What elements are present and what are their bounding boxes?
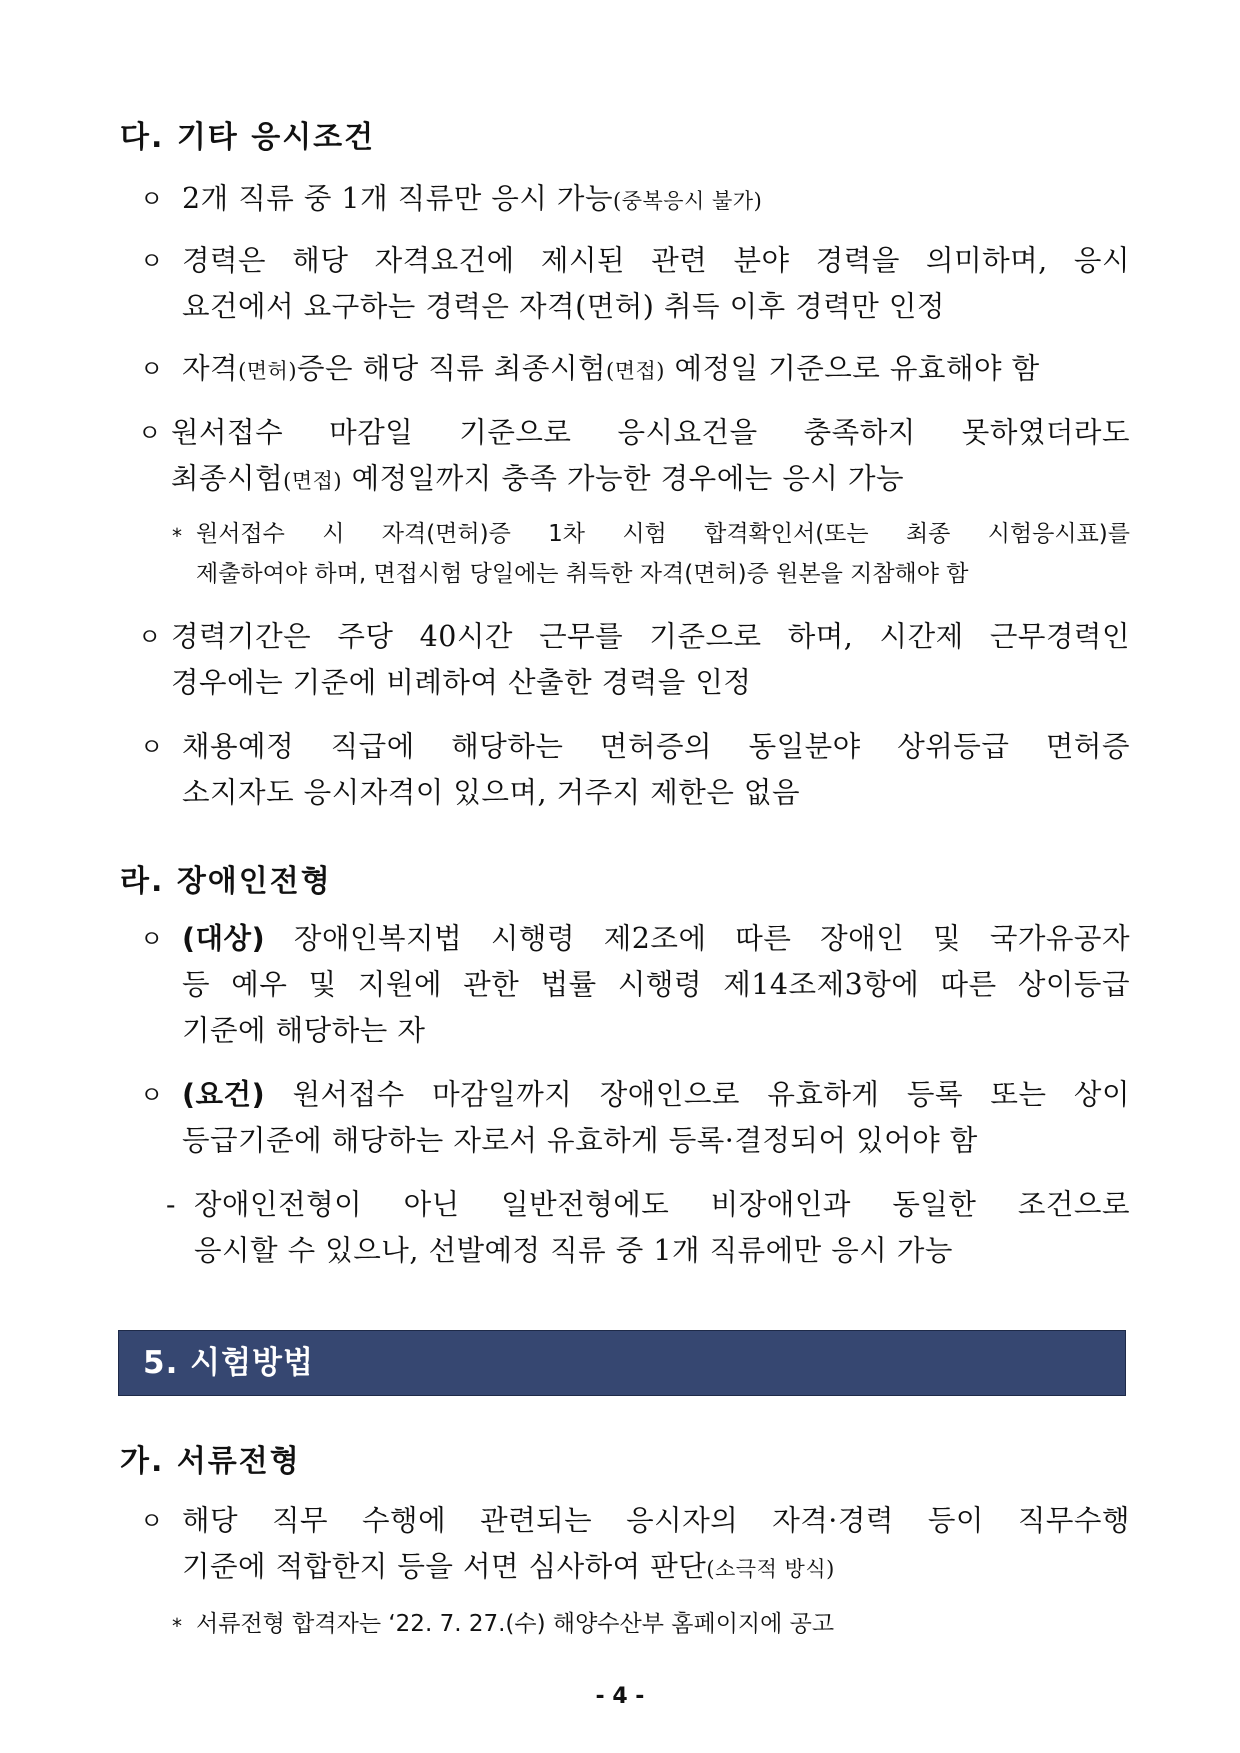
bullet-circle: ㅇ — [140, 733, 164, 761]
requirement-text: 원서접수 마감일까지 장애인으로 유효하게 등록 또는 상이 — [265, 1078, 1130, 1111]
note-line-1: 원서접수 시 자격(면허)증 1차 시험 합격확인서(또는 최종 시험응시표)를 — [196, 521, 1130, 547]
ga-line-2-text: 기준에 적합한지 등을 서면 심사하여 판단 — [182, 1550, 707, 1583]
item-4-line-2 — [171, 456, 1130, 504]
bullet-circle: ㅇ — [140, 1507, 164, 1535]
item-3-text-c: 예정일 기준으로 유효해야 함 — [665, 352, 1040, 385]
bullet-circle: ㅇ — [140, 185, 164, 213]
item-4-line-1: 원서접수 마감일 기준으로 응시요건을 충족하지 못하였더라도 — [171, 416, 1130, 449]
item-1-line-1 — [182, 176, 762, 224]
item-3-small-a: (면허) — [238, 359, 298, 383]
bullet-circle: ㅇ — [140, 1081, 164, 1109]
note-asterisk: * — [172, 524, 182, 548]
bullet-circle: ㅇ — [138, 419, 162, 447]
target-label: (대상) — [182, 922, 266, 955]
bullet-circle: ㅇ — [140, 925, 164, 953]
item-6-line-2: 소지자도 응시자격이 있으며, 거주지 제한은 없음 — [182, 776, 800, 809]
item-4-text-b: 예정일까지 충족 가능한 경우에는 응시 가능 — [342, 462, 905, 495]
target-line-1 — [182, 916, 1130, 962]
section-ga-heading: 가. 서류전형 — [120, 1444, 301, 1479]
dash-line-2: 응시할 수 있으나, 선발예정 직류 중 1개 직류에만 응시 가능 — [194, 1234, 953, 1267]
item-3-text-b: 증은 해당 직류 최종시험 — [297, 352, 607, 385]
item-4-text-a: 최종시험 — [171, 462, 284, 495]
item-1-text: 2개 직류 중 1개 직류만 응시 가능 — [182, 182, 613, 215]
bullet-circle: ㅇ — [138, 623, 162, 651]
requirement-line-2: 등급기준에 해당하는 자로서 유효하게 등록·결정되어 있어야 함 — [182, 1124, 978, 1157]
target-line-3: 기준에 해당하는 자 — [182, 1014, 426, 1047]
item-3-text-a: 자격 — [182, 352, 239, 385]
section-d-heading: 다. 기타 응시조건 — [120, 120, 376, 155]
target-line-2: 등 예우 및 지원에 관한 법률 시행령 제14조제3항에 따른 상이등급 — [182, 968, 1130, 1001]
item-2-line-2: 요건에서 요구하는 경력은 자격(면허) 취득 이후 경력만 인정 — [182, 290, 945, 323]
item-5-line-1: 경력기간은 주당 40시간 근무를 기준으로 하며, 시간제 근무경력인 — [171, 620, 1130, 653]
section-5-title: 5. 시험방법 — [143, 1345, 314, 1381]
note-line-2: 제출하여야 하며, 면접시험 당일에는 취득한 자격(면허)증 원본을 지참해야 함 — [196, 561, 969, 587]
page-number: - 4 - — [595, 1684, 645, 1709]
target-text: 장애인복지법 시행령 제2조에 따른 장애인 및 국가유공자 — [265, 922, 1130, 955]
item-5-line-2: 경우에는 기준에 비례하여 산출한 경력을 인정 — [171, 666, 752, 699]
ga-line-2-small: (소극적 방식) — [706, 1557, 835, 1581]
item-6-line-1: 채용예정 직급에 해당하는 면허증의 동일분야 상위등급 면허증 — [182, 730, 1130, 763]
bullet-circle: ㅇ — [140, 247, 164, 275]
section-5-bar — [118, 1330, 1126, 1396]
requirement-label: (요건) — [182, 1078, 266, 1111]
item-4-small: (면접) — [283, 469, 343, 493]
item-3-line-1 — [182, 346, 1040, 394]
item-2-line-1: 경력은 해당 자격요건에 제시된 관련 분야 경력을 의미하며, 응시 — [182, 244, 1130, 277]
section-r-heading: 라. 장애인전형 — [120, 864, 332, 899]
ga-line-1: 해당 직무 수행에 관련되는 응시자의 자격·경력 등이 직무수행 — [182, 1504, 1130, 1537]
dash-line-1: 장애인전형이 아닌 일반전형에도 비장애인과 동일한 조건으로 — [194, 1188, 1130, 1221]
ga-line-2 — [182, 1544, 835, 1592]
bullet-circle: ㅇ — [140, 355, 164, 383]
requirement-line-1 — [182, 1072, 1130, 1118]
ga-note: 서류전형 합격자는 ‘22. 7. 27.(수) 해양수산부 홈페이지에 공고 — [196, 1611, 835, 1637]
note-asterisk: * — [172, 1614, 182, 1638]
item-3-small-b: (면접) — [606, 359, 665, 383]
dash-bullet: - — [166, 1188, 176, 1221]
item-1-small-text: (중복응시 불가) — [613, 189, 763, 213]
